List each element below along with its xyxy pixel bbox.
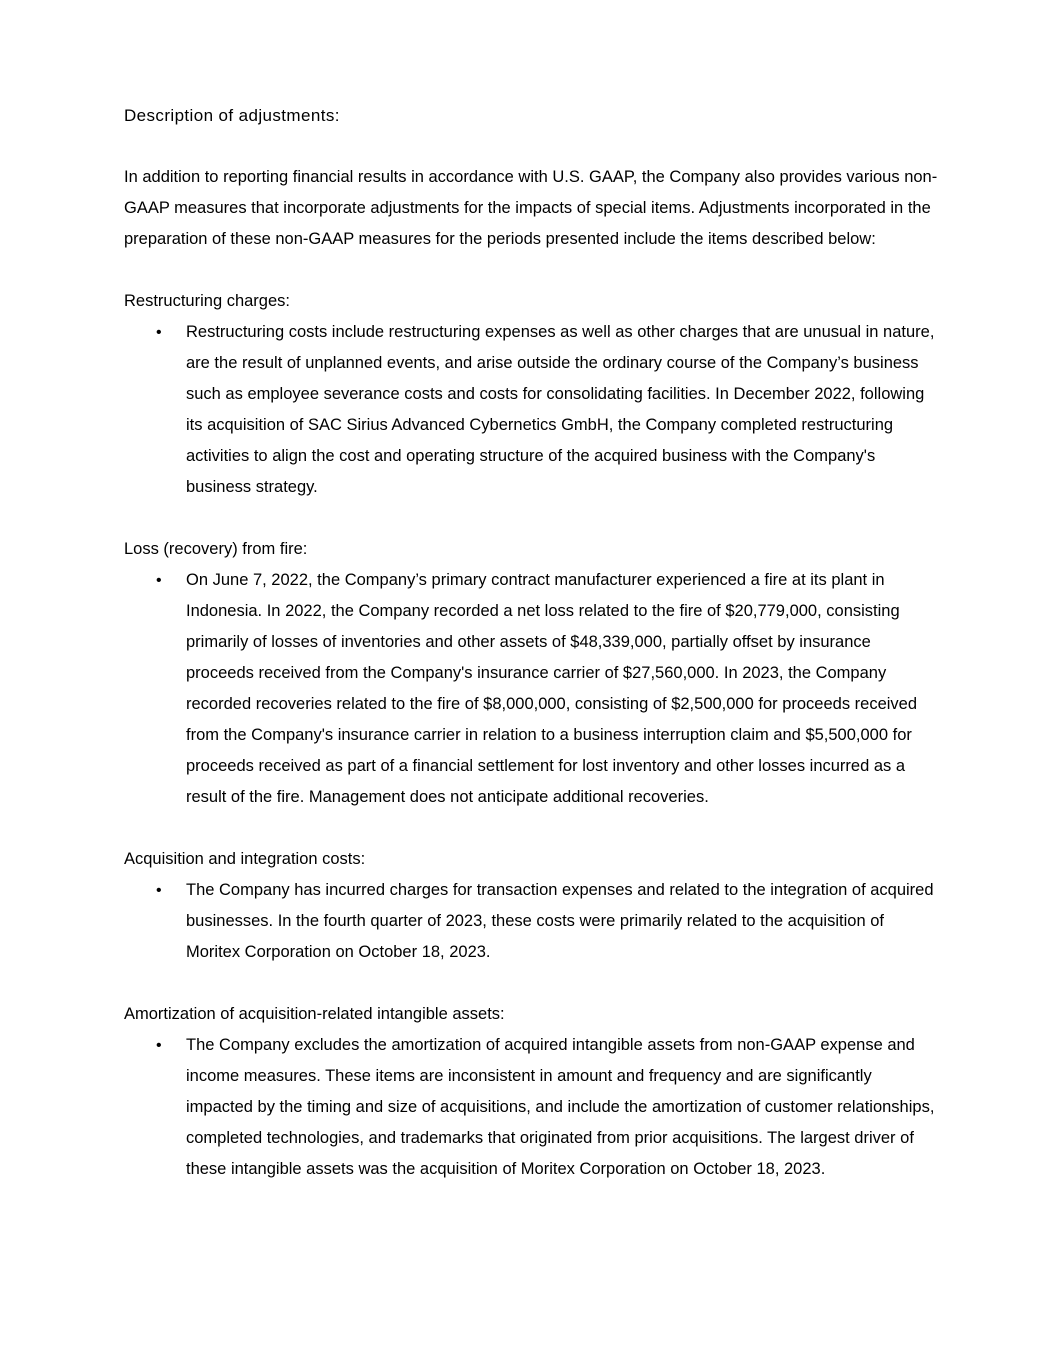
document-heading: Description of adjustments:: [124, 106, 340, 125]
bullet-list: [124, 875, 939, 968]
bullet-text: On June 7, 2022, the Company’s primary contract manufacturer experienced a fire at its plant in Indonesia. In 2022, the Company recorded a net loss related to the fire of $20,779,000, consisting primarily of losses of inventories and other assets of $48,339,000, partially offset by insurance proceeds received from the Company's insurance carrier of $27,560,000. In 2023, the Company recorded recoveries related to the fire of $8,000,000, consisting of $2,500,000 for proceeds received from the Company's insurance carrier in relation to a business interruption claim and $5,500,000 for proceeds received as part of a financial settlement for lost inventory and other losses incurred as a result of the fire. Management does not anticipate additional recoveries.: [186, 571, 918, 806]
section-restructuring: [124, 286, 939, 503]
intro-paragraph: In addition to reporting financial results in accordance with U.S. GAAP, the Company also provides various non-GAAP measures that incorporate adjustments for the impacts of special items. Adjustments incorporated in the preparation of these non-GAAP measures for the periods presented include the items described below:: [124, 168, 938, 248]
list-item: [124, 317, 939, 503]
bullet-icon: •: [156, 324, 162, 341]
list-item: [124, 565, 939, 813]
bullet-text: Restructuring costs include restructuring expenses as well as other charges that are unusual in nature, are the result of unplanned events, and arise outside the ordinary course of the Company’s business such as employee severance costs and costs for consolidating facilities. In December 2022, following its acquisition of SAC Sirius Advanced Cybernetics GmbH, the Company completed restructuring activities to align the cost and operating structure of the acquired business with the Company's business strategy.: [186, 323, 935, 496]
section-loss-from-fire: [124, 534, 939, 813]
section-title: Amortization of acquisition-related intangible assets:: [124, 1005, 505, 1023]
section-acquisition-integration: [124, 844, 939, 968]
section-title: Acquisition and integration costs:: [124, 850, 366, 868]
bullet-icon: •: [156, 882, 162, 899]
bullet-list: [124, 1030, 939, 1185]
section-title: Restructuring charges:: [124, 292, 290, 310]
document-page: [124, 100, 939, 1216]
bullet-icon: •: [156, 572, 162, 589]
list-item: [124, 1030, 939, 1185]
bullet-text: The Company has incurred charges for transaction expenses and related to the integration of acquired businesses. In the fourth quarter of 2023, these costs were primarily related to the acquisition of Moritex Corporation on October 18, 2023.: [186, 881, 934, 961]
section-amortization: [124, 999, 939, 1185]
bullet-list: [124, 317, 939, 503]
bullet-icon: •: [156, 1037, 162, 1054]
bullet-list: [124, 565, 939, 813]
bullet-text: The Company excludes the amortization of acquired intangible assets from non-GAAP expense and income measures. These items are inconsistent in amount and frequency and are significantly impacted by the timing and size of acquisitions, and include the amortization of customer relationships, completed technologies, and trademarks that originated from prior acquisitions. The largest driver of these intangible assets was the acquisition of Moritex Corporation on October 18, 2023.: [186, 1036, 935, 1178]
list-item: [124, 875, 939, 968]
section-title: Loss (recovery) from fire:: [124, 540, 308, 558]
